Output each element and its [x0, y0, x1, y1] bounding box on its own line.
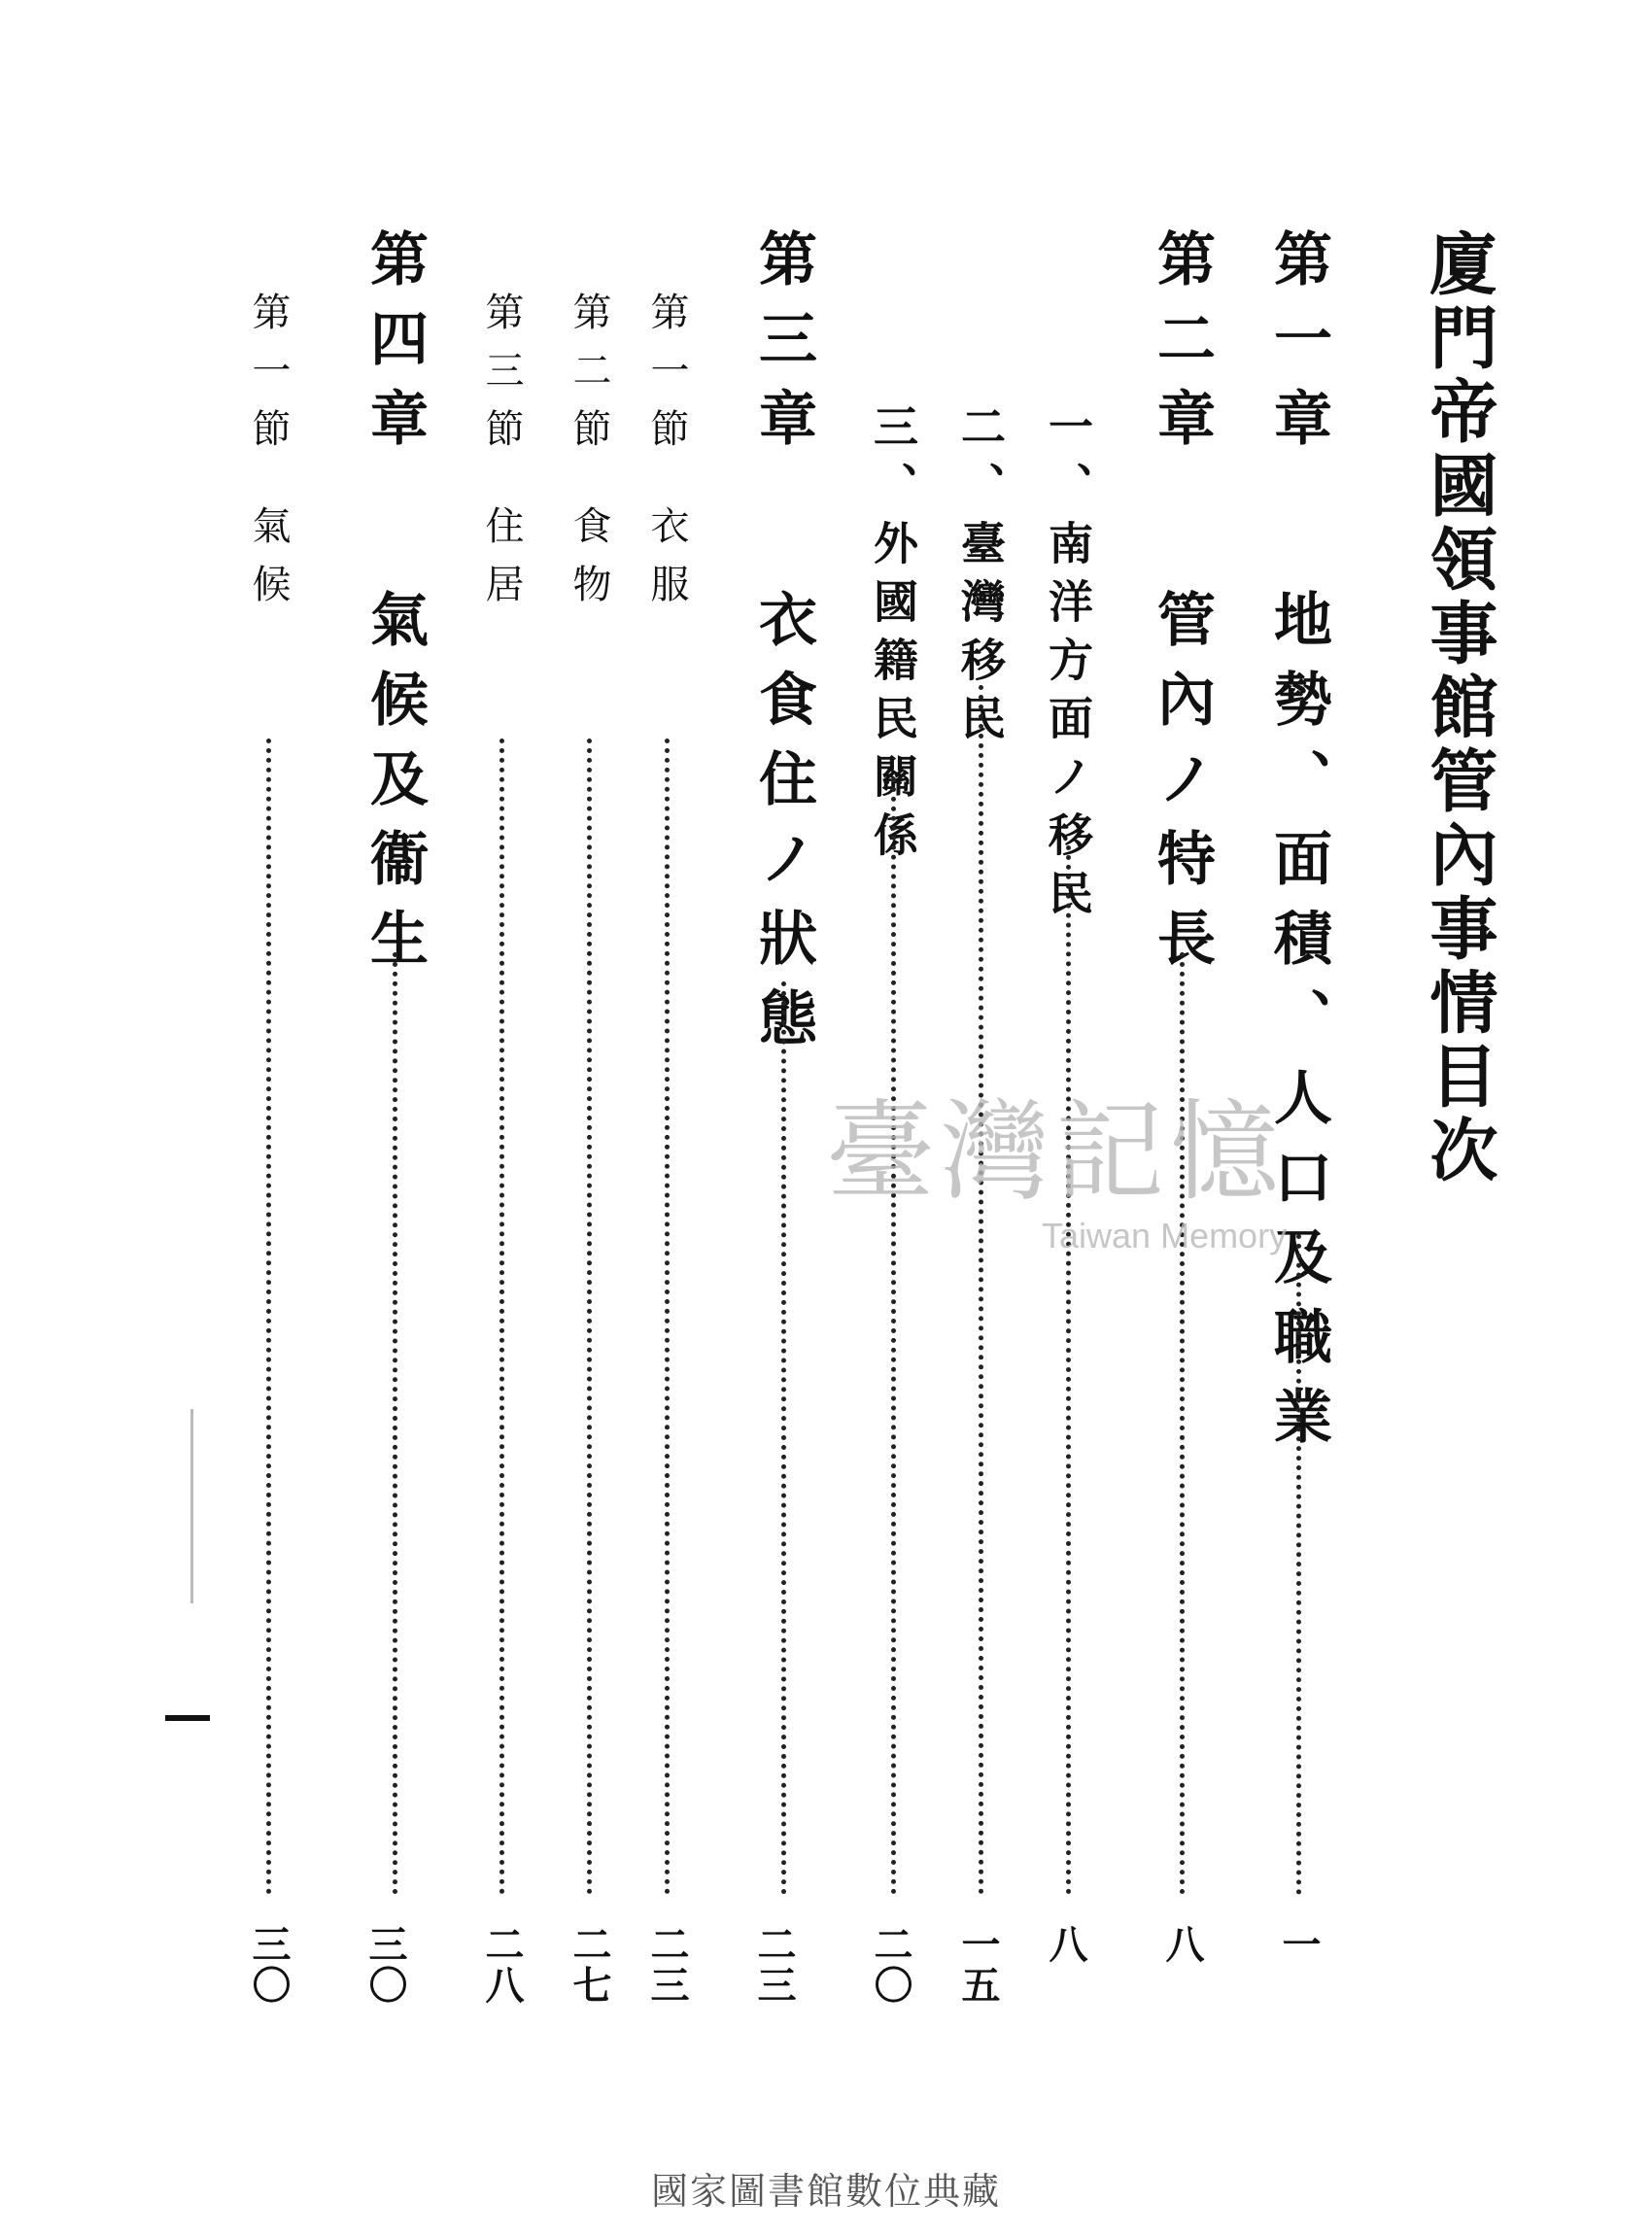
page-number: 二八 — [479, 1924, 525, 2006]
leader-dots — [1066, 845, 1071, 1895]
leader-dots — [393, 952, 397, 1895]
watermark-chars: 臺灣記憶 — [826, 1089, 1285, 1216]
toc-entry-text: 氣候及衞生 — [361, 589, 429, 987]
page-number: 二三 — [644, 1924, 690, 2006]
page-number: 八 — [1043, 1924, 1088, 1965]
toc-heading: 三、 — [867, 403, 919, 520]
page-number: 三〇 — [362, 1924, 408, 2006]
toc-entry-text: 食物 — [567, 505, 611, 622]
toc-heading: 第三章 — [749, 228, 817, 467]
leader-dots — [665, 739, 670, 1895]
page-title: 廈門帝國領事館管內事情目次 — [1419, 228, 1499, 1188]
leader-dots — [891, 777, 896, 1895]
folio-mark — [165, 1715, 210, 1721]
toc-entry-text: 住居 — [479, 505, 524, 622]
leader-dots — [1296, 1234, 1301, 1895]
leader-dots — [587, 739, 592, 1895]
page-number: 三〇 — [246, 1924, 292, 2006]
toc-heading: 第四章 — [361, 228, 429, 467]
page-number: 一 — [1276, 1924, 1322, 1965]
toc-heading: 二、 — [954, 403, 1007, 520]
toc-entry-text: 南洋方面ノ移民 — [1042, 520, 1094, 928]
page-number: 八 — [1159, 1924, 1205, 1965]
page-number: 二七 — [567, 1924, 612, 2006]
toc-heading: 第一章 — [1264, 228, 1332, 467]
leader-dots — [781, 981, 786, 1895]
watermark-english: Taiwan Memory — [1042, 1216, 1288, 1255]
toc-heading: 第一節 — [246, 292, 291, 466]
toc-entry-text: 管內ノ特長 — [1148, 589, 1216, 987]
scan-mark — [190, 1409, 193, 1603]
page-number: 一五 — [955, 1924, 1001, 2006]
toc-entry-text: 衣食住ノ狀態 — [749, 589, 817, 1067]
taiwan-memory-watermark — [826, 1089, 1288, 1273]
toc-entry-text: 臺灣移民 — [954, 520, 1007, 753]
footer-library-credit: 國家圖書館數位典藏 — [650, 2170, 1001, 2213]
leader-dots — [266, 739, 271, 1895]
toc-entry-text: 外國籍民關係 — [867, 520, 919, 870]
toc-heading: 第一節 — [644, 292, 689, 466]
toc-entry-text: 地勢、面積、人口及職業 — [1264, 589, 1332, 1465]
toc-heading: 第二節 — [567, 292, 611, 466]
page-number: 二三 — [751, 1924, 797, 2006]
toc-entry-text: 氣候 — [246, 505, 291, 622]
page-number: 二〇 — [868, 1924, 913, 2006]
toc-entry-text: 衣服 — [644, 505, 689, 622]
leader-dots — [499, 739, 504, 1895]
leader-dots — [979, 685, 983, 1895]
toc-heading: 第二章 — [1148, 228, 1216, 467]
toc-heading: 一、 — [1042, 403, 1094, 520]
toc-heading: 第三節 — [479, 292, 524, 466]
